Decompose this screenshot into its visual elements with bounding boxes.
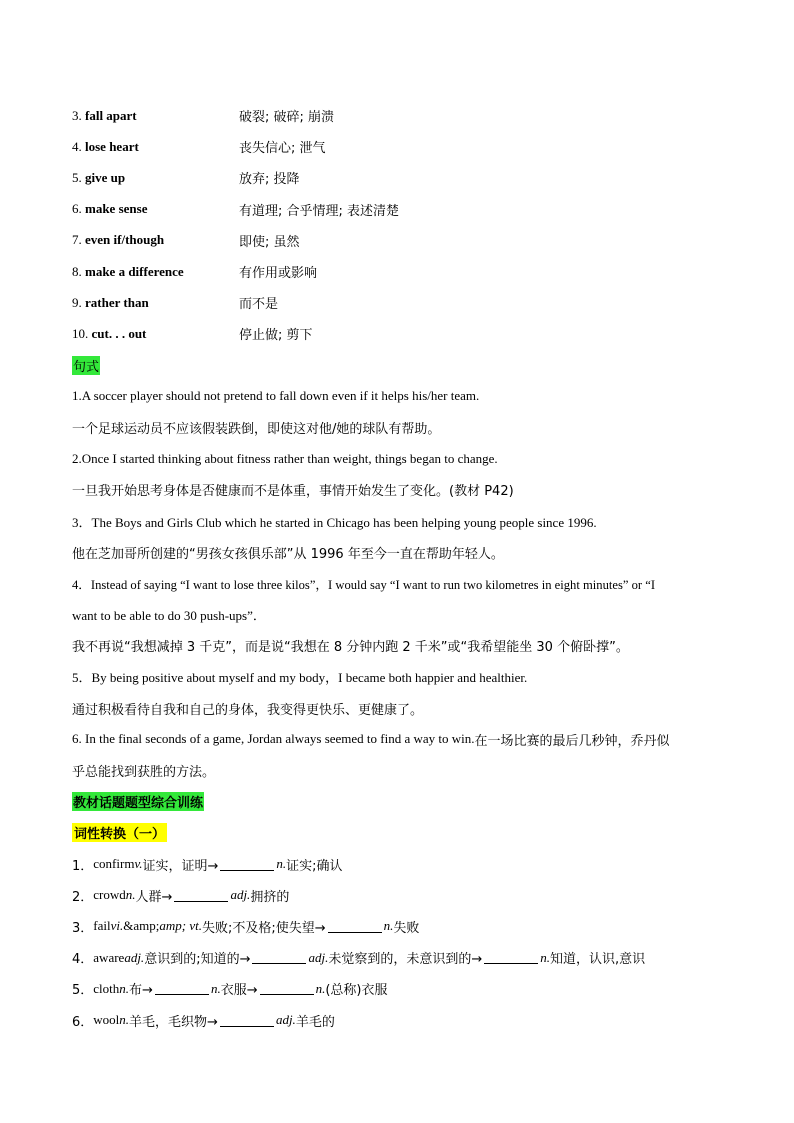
part-of-speech: n. [276, 856, 287, 872]
phrase-english: rather than [85, 294, 149, 310]
phrase-number: 7. [72, 232, 85, 248]
sentence-heading-row [72, 350, 732, 381]
item-number: 6． [72, 1014, 94, 1030]
phrase-english: lose heart [85, 138, 139, 154]
part-of-speech: v. [134, 856, 143, 872]
phrase-number: 10. [72, 325, 92, 341]
meaning: 失败;不及格;使失望→ [201, 920, 326, 936]
phrase-chinese: 停止做; 剪下 [239, 328, 313, 344]
sentence-6-zh-b: 乎总能找到获胜的方法。 [72, 765, 216, 781]
word-form-5 [72, 973, 732, 1004]
meaning: 失败 [393, 920, 420, 936]
item-number: 1． [72, 858, 94, 874]
part-of-speech: n. [383, 918, 394, 934]
phrase-english: give up [85, 169, 126, 185]
sentence-5-en: 5．By being positive about myself and my body，I became both happier and healthier. [72, 670, 528, 686]
sentence-3-en: 3．The Boys and Girls Club which he started in Chicago has been helping young people since 1996. [72, 514, 597, 530]
phrase-item [72, 100, 732, 131]
meaning: 知道，认识,意识 [550, 952, 646, 968]
phrase-number: 9. [72, 294, 85, 310]
sentence-1-zh: 一个足球运动员不应该假装跌倒，即使这对他/她的球队有帮助。 [72, 421, 441, 437]
answer-blank[interactable] [328, 920, 382, 933]
part-of-speech: n. [210, 980, 221, 996]
item-number: 5． [72, 983, 94, 999]
phrase-chinese: 有作用或影响 [239, 266, 318, 282]
meaning: 衣服→ [220, 983, 258, 999]
sentence-6-zh-a: 在一场比赛的最后几秒钟，乔丹似 [474, 733, 670, 749]
phrase-number: 5. [72, 169, 85, 185]
item-number: 3． [72, 920, 94, 936]
sentence-6-en: 6. In the final seconds of a game, Jordan always seemed to find a way to win. [72, 731, 475, 747]
meaning: 意识到的;知道的→ [144, 952, 251, 968]
phrase-english: fall apart [85, 107, 137, 123]
word-form-6 [72, 1004, 732, 1035]
sentence-heading: 句式 [72, 356, 100, 375]
sentence-3-zh: 他在芝加哥所创建的“男孩女孩俱乐部”从 1996 年至今一直在帮助年轻人。 [72, 546, 504, 562]
sentence-2-en: 2.Once I started thinking about fitness rather than weight, things began to change. [72, 450, 498, 466]
part-of-speech: n. [540, 949, 550, 965]
phrase-number: 6. [72, 201, 85, 217]
phrase-item [72, 225, 732, 256]
phrase-number: 3. [72, 107, 85, 123]
answer-blank[interactable] [174, 889, 228, 902]
part-of-speech: n. [315, 980, 326, 996]
answer-blank[interactable] [155, 982, 209, 995]
word: cloth [93, 980, 120, 996]
phrase-english: make sense [85, 201, 148, 217]
phrase-english: even if/though [85, 232, 165, 248]
phrase-number: 4. [72, 138, 85, 154]
meaning: 羊毛，毛织物→ [129, 1014, 218, 1030]
phrase-list [72, 100, 732, 350]
meaning: 拥挤的 [250, 889, 290, 905]
phrase-item [72, 256, 732, 287]
sentence-5-zh: 通过积极看待自我和自己的身体，我变得更快乐、更健康了。 [72, 702, 424, 718]
section-heading-row [72, 786, 732, 817]
part-of-speech: vi. [110, 918, 124, 934]
meaning: 人群→ [135, 889, 173, 905]
part-of-speech: adj. [124, 949, 145, 965]
section-heading: 教材话题题型综合训练 [72, 792, 204, 811]
answer-blank[interactable] [252, 951, 306, 964]
answer-blank[interactable] [260, 982, 314, 995]
word: confirm [93, 856, 135, 872]
answer-blank[interactable] [220, 858, 274, 871]
phrase-chinese: 丧失信心; 泄气 [239, 141, 326, 157]
phrase-chinese: 破裂; 破碎; 崩溃 [239, 110, 335, 126]
word-form-4 [72, 942, 732, 973]
word-form-3 [72, 911, 732, 942]
subsection-heading-row [72, 817, 732, 848]
meaning: (总称)衣服 [325, 983, 388, 999]
phrase-item [72, 318, 732, 349]
answer-blank[interactable] [484, 951, 538, 964]
word: fail [93, 918, 111, 934]
word: aware [93, 949, 125, 965]
sentence-2-zh: 一旦我开始思考身体是否健康而不是体重，事情开始发生了变化。(教材 P42) [72, 484, 514, 500]
word-form-1 [72, 849, 732, 880]
word: wool [93, 1012, 120, 1028]
meaning: 未觉察到的，未意识到的→ [328, 952, 483, 968]
phrase-item [72, 131, 732, 162]
meaning: 证实;确认 [286, 858, 343, 874]
phrase-english: cut. . . out [91, 325, 147, 341]
sentence-4-en-a: 4．Instead of saying “I want to lose three kilos”，I would say “I want to run two kilometres in eight minutes” or “I [72, 577, 656, 592]
item-number: 4． [72, 952, 94, 968]
phrase-number: 8. [72, 263, 85, 279]
part-of-speech: amp; vt. [159, 918, 202, 934]
meaning: 羊毛的 [295, 1014, 335, 1030]
part-of-speech: adj. [230, 887, 251, 903]
meaning: 证实，证明→ [142, 858, 219, 874]
part-of-speech: n. [119, 980, 130, 996]
phrase-chinese: 有道理; 合乎情理; 表述清楚 [239, 203, 400, 219]
word-form-2 [72, 880, 732, 911]
phrase-item [72, 287, 732, 318]
subsection-heading: 词性转换（一） [72, 823, 167, 842]
part-of-speech: adj. [275, 1012, 296, 1028]
document-page [72, 100, 732, 1036]
phrase-english: make a difference [85, 263, 184, 279]
part-of-speech: n. [125, 887, 136, 903]
phrase-item [72, 162, 732, 193]
word: crowd [93, 887, 126, 903]
sentence-4-en-b: want to be able to do 30 push-ups”． [72, 608, 266, 624]
meaning: 布→ [129, 983, 153, 999]
answer-blank[interactable] [220, 1014, 274, 1027]
item-number: 2． [72, 889, 94, 905]
ampersand-text: &amp; [123, 918, 160, 934]
phrase-chinese: 放弃; 投降 [239, 172, 300, 188]
part-of-speech: n. [119, 1012, 130, 1028]
sentence-6-row [72, 724, 732, 755]
sentence-4-zh: 我不再说“我想减掉 3 千克”，而是说“我想在 8 分钟内跑 2 千米”或“我希望能坐 30 个俯卧撑”。 [72, 640, 629, 656]
phrase-item [72, 194, 732, 225]
sentence-1-en: 1.A soccer player should not pretend to fall down even if it helps his/her team. [72, 388, 480, 404]
part-of-speech: adj. [308, 949, 329, 965]
phrase-chinese: 即使; 虽然 [239, 234, 300, 250]
phrase-chinese: 而不是 [239, 297, 279, 313]
